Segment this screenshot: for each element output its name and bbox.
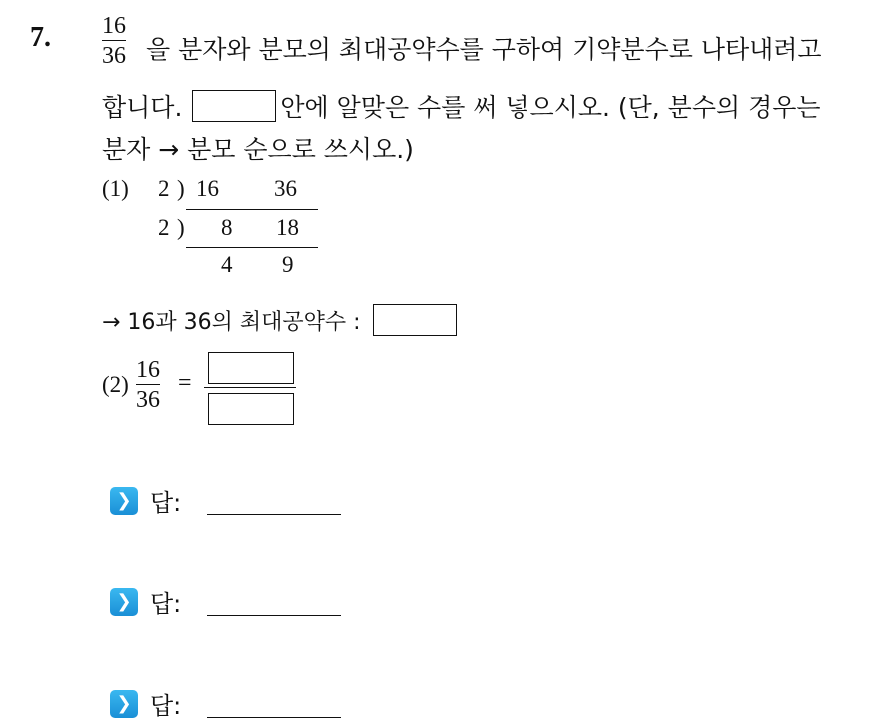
part2-fraction bbox=[136, 358, 160, 412]
ladder-value-18: 18 bbox=[276, 215, 299, 240]
part2-fraction-bar bbox=[136, 384, 160, 385]
part1-label: (1) bbox=[102, 176, 129, 201]
ladder-line-2 bbox=[186, 247, 318, 248]
chevron-right-icon: ❯ bbox=[110, 588, 138, 616]
equals-sign: = bbox=[178, 370, 192, 396]
ladder-value-36: 36 bbox=[274, 176, 297, 201]
ladder-result-9: 9 bbox=[282, 252, 294, 277]
answer-blank-box bbox=[192, 90, 276, 122]
question-line-3: 분자 → 분모 순으로 쓰시오.) bbox=[102, 135, 414, 164]
answer-label-1: 답: bbox=[150, 489, 182, 517]
denominator-blank-box bbox=[208, 393, 294, 425]
question-line-1: 을 분자와 분모의 최대공약수를 구하여 기약분수로 나타내려고 bbox=[146, 35, 822, 64]
question-line-2 bbox=[102, 88, 821, 124]
fraction-denominator: 36 bbox=[102, 43, 126, 69]
question-fraction bbox=[102, 14, 126, 68]
part2-denominator: 36 bbox=[136, 387, 160, 413]
answer-line-1[interactable] bbox=[207, 486, 341, 515]
answer-line-3[interactable] bbox=[207, 689, 341, 718]
numerator-blank-box bbox=[208, 352, 294, 384]
gcd-blank-box bbox=[373, 304, 457, 336]
chevron-right-icon: ❯ bbox=[110, 690, 138, 718]
answer-row-3 bbox=[110, 686, 341, 721]
ladder-paren-1: ) bbox=[177, 176, 185, 201]
question-line-2-before: 합니다. bbox=[102, 93, 183, 122]
ladder-value-16: 16 bbox=[196, 176, 219, 201]
gcd-row bbox=[102, 304, 457, 336]
answer-line-2[interactable] bbox=[207, 587, 341, 616]
answer-label-2: 답: bbox=[150, 590, 182, 618]
ladder-divisor-2: 2 bbox=[158, 215, 170, 240]
question-number: 7. bbox=[30, 22, 51, 53]
ladder-result-4: 4 bbox=[221, 252, 233, 277]
answer-label-3: 답: bbox=[150, 692, 182, 720]
answer-row-2 bbox=[110, 584, 341, 619]
fraction-bar bbox=[102, 40, 126, 41]
part2-numerator: 16 bbox=[136, 357, 160, 383]
fraction-numerator: 16 bbox=[102, 13, 126, 39]
ladder-paren-2: ) bbox=[177, 215, 185, 240]
ladder-line-1 bbox=[186, 209, 318, 210]
part2-label: (2) bbox=[102, 372, 129, 397]
gcd-text: → 16과 36의 최대공약수 : bbox=[102, 309, 361, 335]
ladder-divisor-1: 2 bbox=[158, 176, 170, 201]
answer-fraction-bar bbox=[204, 387, 296, 388]
chevron-right-icon: ❯ bbox=[110, 487, 138, 515]
answer-row-1 bbox=[110, 483, 341, 518]
ladder-value-8: 8 bbox=[221, 215, 233, 240]
question-line-2-after: 안에 알맞은 수를 써 넣으시오. (단, 분수의 경우는 bbox=[280, 93, 821, 122]
